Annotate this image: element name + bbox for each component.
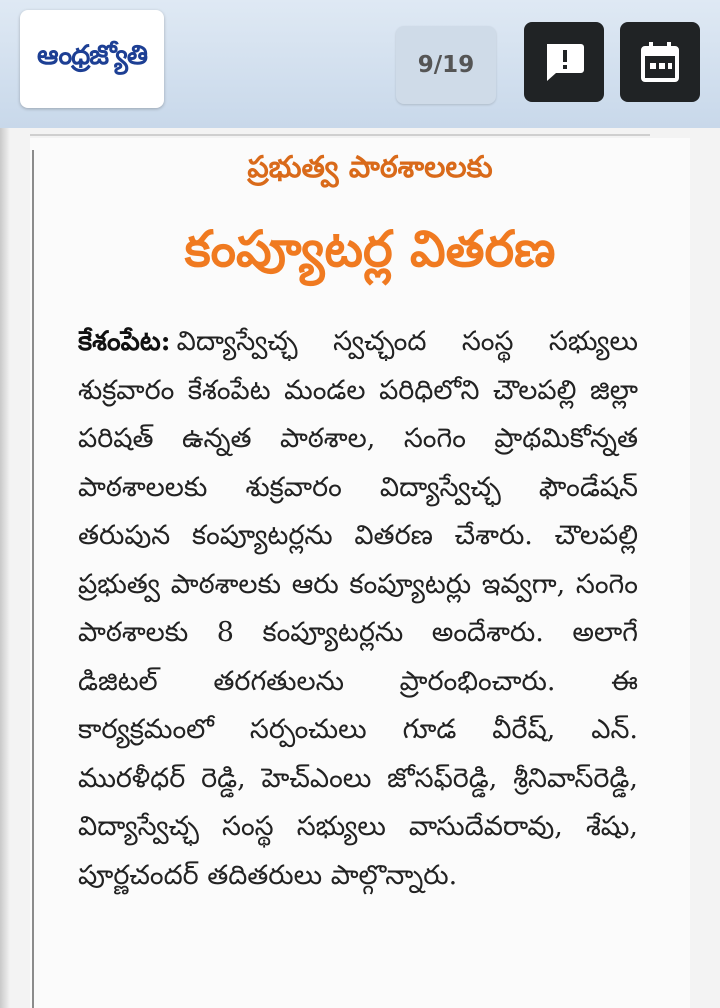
article-body-text: విద్యాస్వేచ్ఛ స్వచ్ఛంద సంస్థ సభ్యులు శుక్రవారం కేశంపేట మండల పరిధిలోని చౌలపల్లి జిల్లా పరిషత్ ఉన్నత పాఠశాల, సంగెం ప్రాథమికోన్నత పాఠశాలలకు శుక్రవారం విద్యాస్వేచ్ఛ ఫౌండేషన్ తరుపున కంప్యూటర్లను వితరణ చేశారు. చౌలపల్లి ప్రభుత్వ పాఠశాలకు ఆరు కంప్యూటర్లు ఇవ్వగా, సంగెం పాఠశాలకు 8 కంప్యూటర్లను అందేశారు. అలాగే డిజిటల్ తరగతులను ప్రారంభించారు. ఈ కార్యక్రమంలో సర్పంచులు గూడ వీరేష్, ఎన్. మురళీధర్ రెడ్డి, హెచ్ఎంలు జోసఫ్‌రెడ్డి, శ్రీనివాస్‌రెడ్డి, విద్యాస్వేచ్ఛ సంస్థ సభ్యులు వాసుదేవరావు, శేషు, పూర్ణచందర్ తదితరులు పాల్గొన్నారు. <box>78 326 638 891</box>
calendar-button[interactable] <box>620 22 700 102</box>
andhrajyothi-logo: ఆంధ్రజ్యోతి <box>36 40 148 71</box>
page-edge-shadow <box>0 128 10 1008</box>
logo-button[interactable] <box>20 10 164 108</box>
calendar-icon <box>637 39 683 85</box>
article-headline: కంప్యూటర్ల వితరణ <box>184 220 556 278</box>
top-toolbar <box>0 0 720 128</box>
article-subheading: ప్రభుత్వ పాఠశాలలకు <box>247 150 493 185</box>
feedback-button[interactable] <box>524 22 604 102</box>
top-divider <box>30 134 650 136</box>
page-indicator[interactable]: 9/19 <box>396 26 496 104</box>
feedback-icon <box>541 39 587 85</box>
article-body <box>78 318 638 900</box>
dateline: కేశంపేట: <box>78 326 171 357</box>
